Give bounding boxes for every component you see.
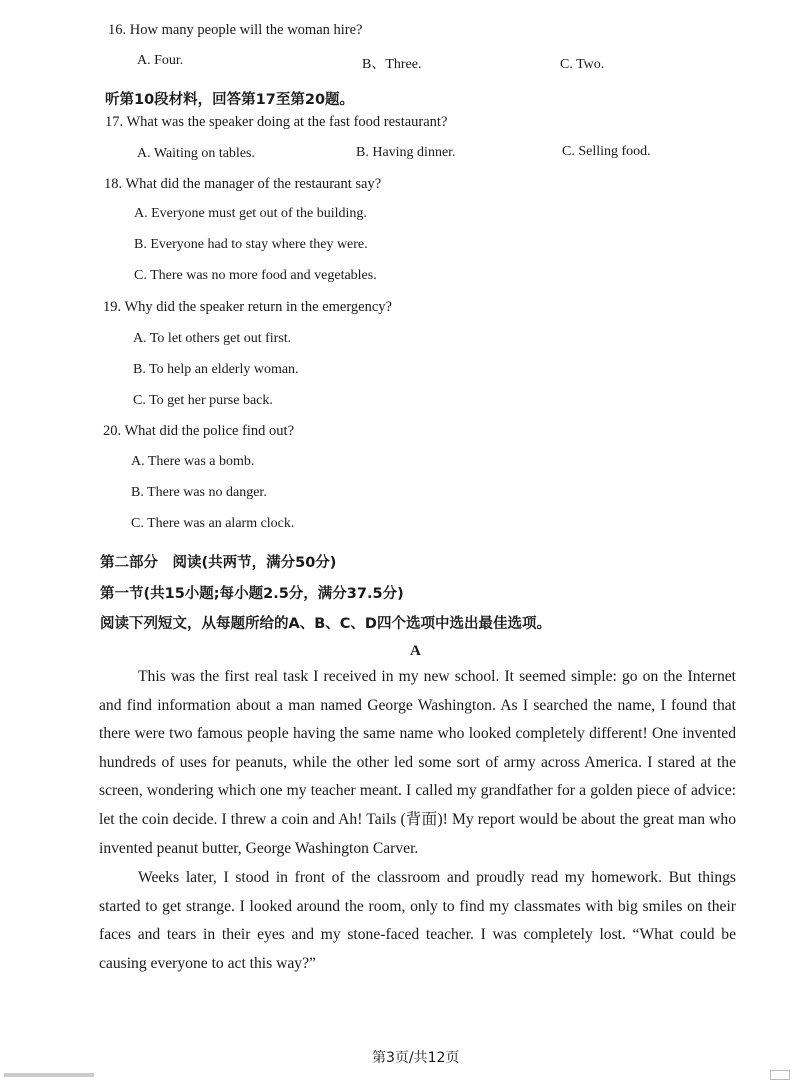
question-text: What did the manager of the restaurant say? — [125, 176, 382, 192]
paragraph-text: Weeks later, I stood in front of the classroom and proudly read my homework. But things started to get strange. I looked around the room, only to find my classmates with big smiles on their faces and tears in their eyes and my stone-faced teacher. I was completely lost. “What could be causing everyone to act this way?” — [99, 869, 736, 972]
option-b: B、Three. — [362, 57, 422, 72]
option-c: C. There was no more food and vegetables. — [134, 268, 377, 283]
question-text: How many people will the woman hire? — [129, 22, 363, 38]
question-18 — [104, 176, 381, 193]
question-17 — [105, 114, 447, 131]
option-c: C. Selling food. — [562, 144, 651, 159]
question-19 — [103, 299, 392, 316]
option-a: A. There was a bomb. — [131, 454, 255, 469]
option-c: C. To get her purse back. — [133, 393, 273, 408]
section-one-heading: 第一节(共15小题;每小题2.5分，满分37.5分) — [100, 586, 404, 602]
question-20 — [103, 423, 294, 440]
passage-paragraph-1 — [99, 663, 736, 863]
option-a: A. Four. — [137, 53, 184, 68]
question-text: What did the police find out? — [124, 423, 295, 439]
question-number: 19. — [103, 299, 122, 315]
question-16 — [108, 22, 363, 39]
question-number: 16. — [108, 22, 127, 38]
paragraph-text: This was the first real task I received in my new school. It seemed simple: go on the Internet and find information about a man named George Washington. As I searched the name, I found that there were two famous people having the same name who looked completely different! One invented hundreds of uses for peanuts, while the other led some sort of army across America. I stared at the screen, wondering which one my teacher meant. I called my grandfather for a golden piece of advice: let the coin decide. I threw a coin and Ah! Tails (背面)! My report would be about the great man who invented peanut butter, George Washington Carver. — [99, 668, 736, 857]
question-text: Why did the speaker return in the emergency? — [124, 299, 392, 315]
question-text: What was the speaker doing at the fast food restaurant? — [126, 114, 448, 130]
option-c: C. There was an alarm clock. — [131, 516, 295, 531]
option-b: B. Having dinner. — [356, 145, 456, 160]
scan-watermark — [4, 1073, 94, 1077]
page-number: 第3页/共12页 — [372, 1050, 460, 1066]
option-a: A. To let others get out first. — [133, 331, 292, 346]
part-two-heading: 第二部分 阅读(共两节，满分50分) — [100, 555, 337, 571]
scanner-logo-icon — [770, 1070, 790, 1080]
option-b: B. There was no danger. — [131, 485, 267, 500]
option-b: B. Everyone had to stay where they were. — [134, 237, 368, 252]
option-a: A. Everyone must get out of the building. — [134, 206, 367, 221]
question-number: 17. — [105, 114, 124, 130]
option-a: A. Waiting on tables. — [137, 146, 255, 161]
passage-title: A — [410, 643, 421, 659]
reading-directions: 阅读下列短文，从每题所给的A、B、C、D四个选项中选出最佳选项。 — [100, 616, 551, 632]
listening-instruction: 听第10段材料，回答第17至第20题。 — [105, 92, 355, 108]
option-c: C. Two. — [560, 57, 605, 72]
question-number: 20. — [103, 423, 122, 439]
passage-paragraph-2 — [99, 864, 736, 978]
option-b: B. To help an elderly woman. — [133, 362, 299, 377]
question-number: 18. — [104, 176, 123, 192]
